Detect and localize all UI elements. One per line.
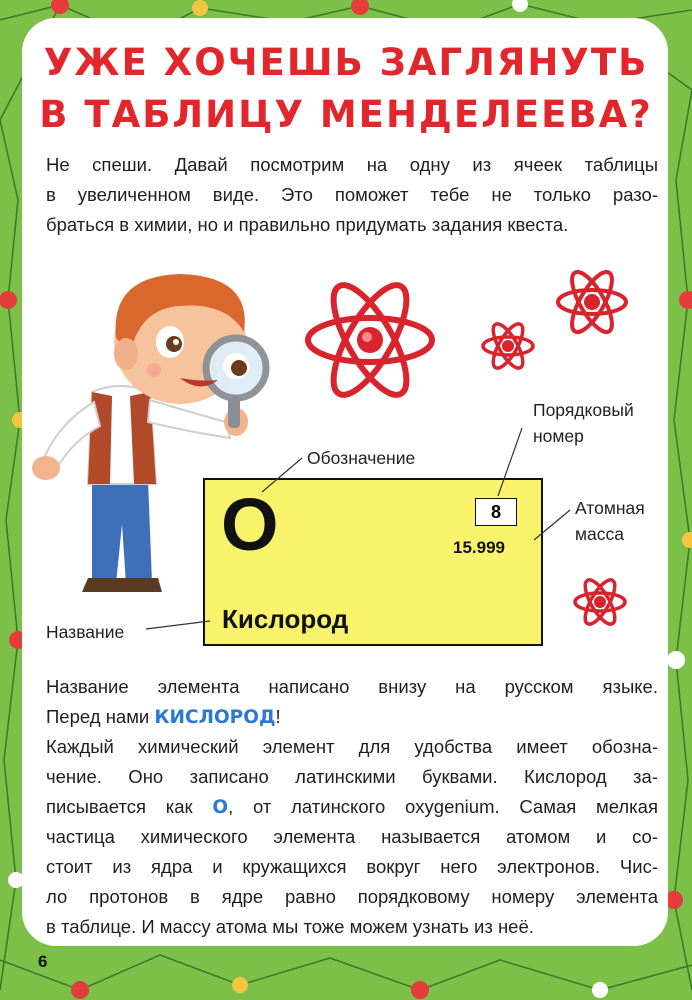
- label-number-line2: номер: [533, 426, 584, 446]
- body-line: писывается как O, от латинского oxygenium. Самая мелкая: [46, 796, 658, 818]
- highlight-oxygen-symbol: O: [212, 797, 229, 818]
- label-name: Название: [46, 622, 125, 642]
- element-number: 8: [475, 498, 517, 526]
- label-mass-line1: Атомная: [575, 498, 645, 518]
- body-line: Перед нами КИСЛОРОД!: [46, 706, 281, 728]
- body-line: в таблице. И массу атома мы тоже можем узнать из неё.: [46, 916, 534, 937]
- body-line: ло протонов в ядре равно порядковому номеру элемента: [46, 886, 658, 907]
- intro-line: Не спеши. Давай посмотрим на одну из ячеек таблицы: [46, 154, 658, 175]
- intro-line: в увеличенном виде. Это поможет тебе не только разо-: [46, 184, 658, 205]
- page-number: 6: [38, 952, 48, 971]
- body-line: Каждый химический элемент для удобства имеет обозна-: [46, 736, 658, 757]
- element-symbol: O: [221, 483, 279, 566]
- body-line: стоит из ядра и кружащихся вокруг него электронов. Чис-: [46, 856, 658, 877]
- element-mass: 15.999: [453, 538, 505, 557]
- page-title-line2: В ТАБЛИЦУ МЕНДЕЛЕЕВА?: [39, 93, 653, 136]
- intro-line: браться в химии, но и правильно придумать задания квеста.: [46, 214, 569, 235]
- element-name: Кислород: [222, 604, 349, 634]
- label-symbol: Обозначение: [307, 448, 416, 468]
- page-title-line1: УЖЕ ХОЧЕШЬ ЗАГЛЯНУТЬ: [43, 41, 649, 84]
- highlight-oxygen-name: КИСЛОРОД: [154, 707, 276, 728]
- label-number-line1: Порядковый: [533, 400, 634, 420]
- label-mass-line2: масса: [575, 524, 624, 544]
- body-line: Название элемента написано внизу на русском языке.: [46, 676, 658, 697]
- body-line: чение. Оно записано латинскими буквами. Кислород за-: [46, 766, 658, 787]
- body-line: частица химического элемента называется атомом и со-: [46, 826, 658, 847]
